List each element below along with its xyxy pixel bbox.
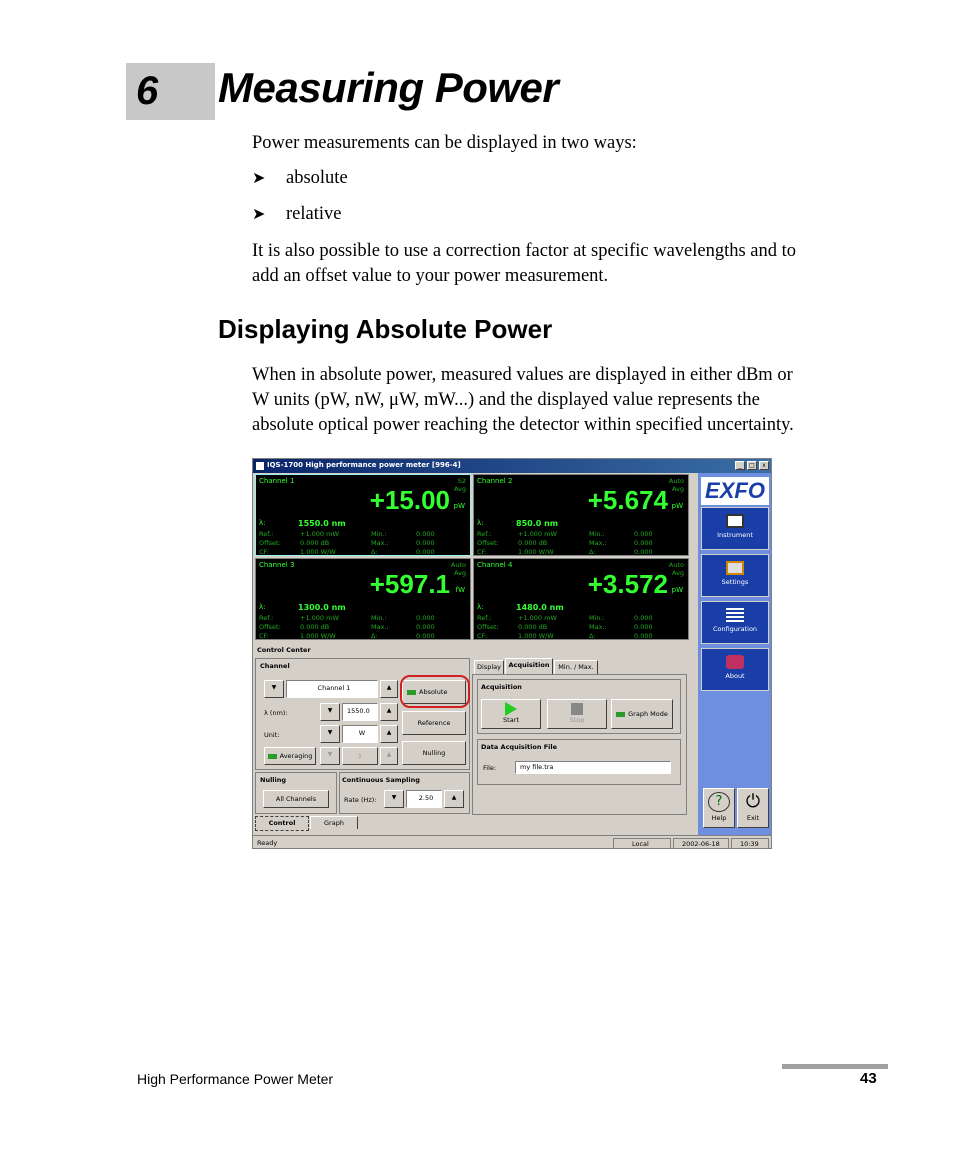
- power-unit: pW: [671, 502, 683, 510]
- file-input[interactable]: my file.tra: [515, 761, 671, 774]
- footer-title: High Performance Power Meter: [137, 1071, 334, 1087]
- channel-mode: Auto Avg: [450, 561, 466, 577]
- exfo-logo: EXFO: [701, 477, 769, 505]
- wavelength-label: λ:: [477, 519, 484, 527]
- channel-name: Channel 1: [259, 477, 295, 485]
- channel-settings-labels: Ref.: Offset: CF:: [477, 530, 499, 556]
- bullet-absolute: ➤ absolute: [252, 168, 348, 188]
- channel-4-panel[interactable]: [473, 558, 689, 640]
- continuous-sampling-label: Continuous Sampling: [342, 776, 420, 784]
- power-unit: fW: [455, 586, 465, 594]
- data-acquisition-file-label: Data Acquisition File: [481, 743, 558, 751]
- power-unit: pW: [671, 586, 683, 594]
- about-book-icon: [726, 655, 744, 669]
- help-icon: ?: [708, 792, 730, 812]
- channel-stats-labels: Min.: Max.: Δ:: [371, 530, 389, 556]
- unit-down-arrow[interactable]: ▼: [320, 725, 340, 743]
- channel-settings-values: +1.000 mW 0.000 dB 1.000 W/W: [300, 614, 339, 640]
- power-icon: ⏻: [745, 791, 761, 812]
- instrument-button[interactable]: Instrument: [701, 507, 769, 550]
- settings-icon: [726, 561, 744, 575]
- status-ready: Ready: [257, 839, 278, 847]
- bullet-relative: ➤ relative: [252, 204, 342, 224]
- power-value: +597.1: [369, 569, 450, 599]
- nulling-button[interactable]: Nulling: [402, 741, 466, 765]
- channel-stats-labels: Min.: Max.: Δ:: [371, 614, 389, 640]
- channel-up-arrow[interactable]: ▲: [380, 680, 398, 698]
- settings-button[interactable]: Settings: [701, 554, 769, 597]
- window-titlebar: IQS-1700 High performance power meter [996-4]: [253, 459, 771, 473]
- help-button[interactable]: ? Help: [703, 788, 735, 828]
- nulling-group-label: Nulling: [260, 776, 287, 784]
- wavelength-label: λ:: [259, 603, 266, 611]
- play-icon: [505, 702, 517, 716]
- unit-field[interactable]: W: [342, 725, 378, 743]
- instrument-icon: [726, 514, 744, 528]
- configuration-icon: [726, 608, 744, 622]
- unit-label: Unit:: [264, 731, 280, 739]
- minimize-button[interactable]: _: [735, 461, 745, 470]
- arrow-bullet-icon: ➤: [252, 204, 266, 223]
- channel-1-panel[interactable]: [255, 474, 471, 556]
- paragraph-absolute: When in absolute power, measured values are displayed in either dBm or W units (pW, nW, μW, mW...) and the displayed value represents the absolute optical power reaching the detector within specified uncertainty.: [252, 365, 794, 435]
- maximize-button[interactable]: □: [747, 461, 757, 470]
- led-indicator: [268, 754, 277, 759]
- channel-stats-labels: Min.: Max.: Δ:: [589, 530, 607, 556]
- channel-2-panel[interactable]: [473, 474, 689, 556]
- section-heading: Displaying Absolute Power: [218, 314, 553, 344]
- channel-name: Channel 3: [259, 561, 295, 569]
- start-button[interactable]: Start: [481, 699, 541, 729]
- intro-text: Power measurements can be displayed in two ways:: [252, 133, 637, 153]
- wavelength-up-arrow[interactable]: ▲: [380, 703, 398, 721]
- chapter-title: Measuring Power: [218, 64, 559, 111]
- channel-3-panel[interactable]: [255, 558, 471, 640]
- averaging-button[interactable]: Averaging: [264, 747, 316, 765]
- configuration-button[interactable]: Configuration: [701, 601, 769, 644]
- wavelength-value: 1480.0 nm: [516, 603, 564, 612]
- channel-settings-labels: Ref.: Offset: CF:: [259, 530, 281, 556]
- wavelength-down-arrow[interactable]: ▼: [320, 703, 340, 721]
- paragraph-correction: It is also possible to use a correction factor at specific wavelengths and to add an offset value to your power measurement.: [252, 241, 797, 286]
- led-indicator: [616, 712, 625, 717]
- wavelength-value: 850.0 nm: [516, 519, 559, 528]
- wavelength-label: λ (nm):: [264, 709, 288, 717]
- average-field[interactable]: 1: [342, 747, 378, 765]
- tab-acquisition[interactable]: Acquisition: [505, 658, 553, 674]
- power-unit: pW: [453, 502, 465, 510]
- control-center-title: Control Center: [257, 646, 311, 654]
- all-channels-button[interactable]: All Channels: [263, 790, 329, 808]
- acquisition-group-label: Acquisition: [481, 683, 522, 691]
- wavelength-value: 1550.0 nm: [298, 519, 346, 528]
- channel-mode: S2 Avg: [453, 477, 466, 493]
- rate-up-arrow[interactable]: ▲: [444, 790, 464, 808]
- wavelength-label: λ:: [259, 519, 266, 527]
- tab-control[interactable]: Control: [255, 816, 309, 831]
- graph-mode-button[interactable]: Graph Mode: [611, 699, 673, 729]
- channel-select[interactable]: Channel 1: [286, 680, 378, 698]
- channel-name: Channel 2: [477, 477, 513, 485]
- rate-label: Rate (Hz):: [344, 796, 377, 804]
- tab-graph[interactable]: Graph: [310, 816, 358, 829]
- channel-stats-labels: Min.: Max.: Δ:: [589, 614, 607, 640]
- channel-mode: Auto Avg: [668, 477, 684, 493]
- close-button[interactable]: x: [759, 461, 769, 470]
- channel-stats-values: 0.000 0.000 0.000: [416, 614, 435, 640]
- chapter-number: 6: [126, 63, 215, 120]
- stop-button[interactable]: Stop: [547, 699, 607, 729]
- average-up-arrow[interactable]: ▲: [380, 747, 398, 765]
- channel-stats-values: 0.000 0.000 0.000: [634, 530, 653, 556]
- tab-display[interactable]: Display: [474, 660, 504, 674]
- power-value: +5.674: [587, 485, 668, 515]
- app-icon: [256, 462, 264, 470]
- reference-button[interactable]: Reference: [402, 711, 466, 735]
- channel-mode: Auto Avg: [668, 561, 684, 577]
- file-label: File:: [483, 764, 497, 772]
- channel-group-label: Channel: [260, 662, 290, 670]
- footer-rule: [782, 1064, 888, 1069]
- power-value: +15.00: [369, 485, 450, 515]
- channel-settings-values: +1.000 mW 0.000 dB 1.000 W/W: [518, 614, 557, 640]
- average-down-arrow[interactable]: ▼: [320, 747, 340, 765]
- about-button[interactable]: About: [701, 648, 769, 691]
- app-screenshot: [252, 458, 772, 849]
- wavelength-value: 1300.0 nm: [298, 603, 346, 612]
- status-date: 2002-06-18: [673, 838, 729, 849]
- page-number: 43: [860, 1070, 877, 1087]
- channel-name: Channel 4: [477, 561, 513, 569]
- rate-field[interactable]: 2.50: [406, 790, 442, 808]
- channel-stats-values: 0.000 0.000 0.000: [634, 614, 653, 640]
- channel-settings-labels: Ref.: Offset: CF:: [259, 614, 281, 640]
- highlight-circle: [400, 675, 470, 708]
- power-value: +3.572: [587, 569, 668, 599]
- arrow-bullet-icon: ➤: [252, 168, 266, 187]
- rate-down-arrow[interactable]: ▼: [384, 790, 404, 808]
- channel-settings-values: +1.000 mW 0.000 dB 1.000 W/W: [518, 530, 557, 556]
- channel-settings-values: +1.000 mW 0.000 dB 1.000 W/W: [300, 530, 339, 556]
- status-bar: [253, 835, 771, 849]
- exit-button[interactable]: ⏻ Exit: [737, 788, 769, 828]
- absolute-button[interactable]: Absolute: [402, 680, 466, 704]
- channel-settings-labels: Ref.: Offset: CF:: [477, 614, 499, 640]
- wavelength-label: λ:: [477, 603, 484, 611]
- stop-icon: [571, 703, 583, 715]
- status-local: Local: [613, 838, 671, 849]
- tab-min-max[interactable]: Min. / Max.: [554, 660, 598, 674]
- status-time: 10:39: [731, 838, 769, 849]
- wavelength-field[interactable]: 1550.0: [342, 703, 378, 721]
- channel-down-arrow[interactable]: ▼: [264, 680, 284, 698]
- channel-stats-values: 0.000 0.000 0.000: [416, 530, 435, 556]
- unit-up-arrow[interactable]: ▲: [380, 725, 398, 743]
